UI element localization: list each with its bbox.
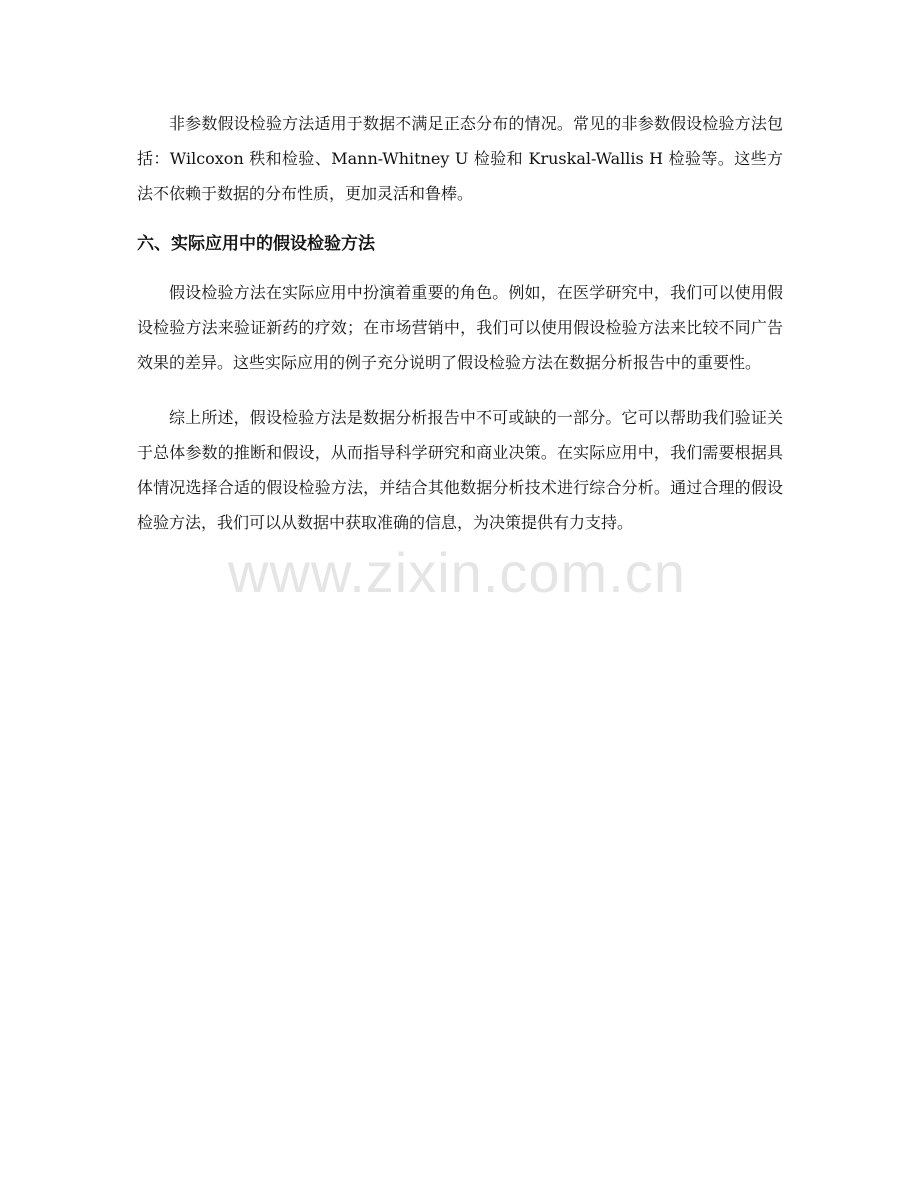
paragraph-practical-applications: 假设检验方法在实际应用中扮演着重要的角色。例如，在医学研究中，我们可以使用假设检验方法来验证新药的疗效；在市场营销中，我们可以使用假设检验方法来比较不同广告效果的差异。这些实际应用的例子充分说明了假设检验方法在数据分析报告中的重要性。 — [137, 283, 783, 372]
section-heading: 六、实际应用中的假设检验方法 — [137, 234, 375, 254]
watermark: www.zixin.com.cn — [228, 541, 686, 604]
document-body — [137, 106, 783, 540]
paragraph-nonparametric-tests: 非参数假设检验方法适用于数据不满足正态分布的情况。常见的非参数假设检验方法包括：Wilcoxon 秩和检验、Mann-Whitney U 检验和 Kruskal-Wallis H 检验等。这些方法不依赖于数据的分布性质，更加灵活和鲁棒。 — [137, 114, 783, 203]
paragraph-summary: 综上所述，假设检验方法是数据分析报告中不可或缺的一部分。它可以帮助我们验证关于总体参数的推断和假设，从而指导科学研究和商业决策。在实际应用中，我们需要根据具体情况选择合适的假设检验方法，并结合其他数据分析技术进行综合分析。通过合理的假设检验方法，我们可以从数据中获取准确的信息，为决策提供有力支持。 — [137, 408, 783, 532]
